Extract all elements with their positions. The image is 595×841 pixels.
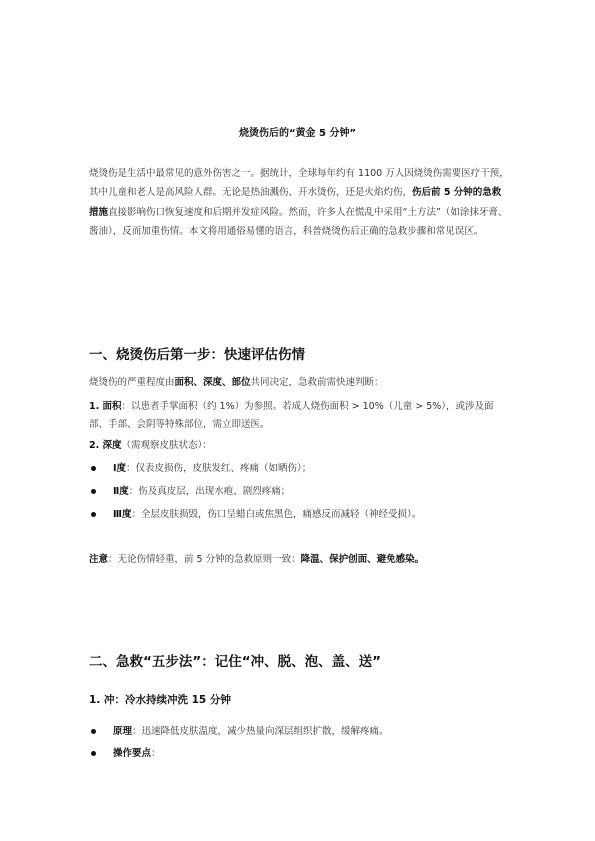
section1-note [89, 552, 509, 568]
bullet-label: 原理 [113, 726, 133, 737]
step1-heading: 1. 冲：冷水持续冲洗 15 分钟 [89, 694, 231, 706]
degree-label: Ⅰ度 [113, 463, 127, 474]
note-label: 注意 [89, 554, 109, 565]
intro-emphasis: 伤后前 5 分钟的急救措施 [89, 187, 502, 218]
lead-text-a: 烧烫伤的严重程度由 [89, 377, 175, 388]
intro-text-1: 烧烫伤是生活中最常见的意外伤害之一。据统计，全球每年约有 1100 万人因烧烫伤需要医疗干预，其中儿童和老人是高风险人群。无论是热油溅伤、开水烫伤，还是火焰灼伤， [89, 168, 509, 199]
bullet-dot-icon [91, 751, 96, 756]
item-area-text: ：以患者手掌面积（约 1%）为参照。若成人烧伤面积 > 10%（儿童 > 5%），或涉及面部、手部、会阴等特殊部位，需立即送医。 [89, 401, 494, 430]
item-depth [89, 438, 509, 454]
item-area-label: 1. 面积 [89, 401, 122, 412]
bullet-dot-icon [91, 489, 96, 494]
degree-label: Ⅲ度 [113, 509, 132, 520]
degree-text: ：伤及真皮层，出现水疱、剧烈疼痛； [128, 486, 291, 497]
item-area [89, 398, 509, 433]
intro-text-2: 直接影响伤口恢复速度和后期并发症风险。然而，许多人在慌乱中采用“土方法”（如涂抹牙膏、酱油），反而加重伤情。本文将用通俗易懂的语言，科普烧烫伤后正确的急救步骤和常见误区。 [89, 206, 508, 237]
lead-emphasis: 面积、深度、部位 [174, 377, 251, 388]
item-depth-text: （需观察皮肤状态）： [121, 440, 212, 451]
lead-text-c: 共同决定，急救前需快速判断： [250, 377, 384, 388]
section1-heading: 一、烧烫伤后第一步：快速评估伤情 [89, 347, 305, 363]
note-text: ：无论伤情轻重，前 5 分钟的急救原则一致： [108, 554, 301, 565]
bullet-text: ： [151, 748, 161, 759]
section1-lead [89, 375, 509, 391]
intro-paragraph [89, 164, 509, 241]
degree-label: Ⅱ度 [113, 486, 129, 497]
note-emphasis: 降温、保护创面、避免感染。 [300, 554, 425, 565]
bullet-text: ：迅速降低皮肤温度，减少热量向深层组织扩散，缓解疼痛。 [132, 726, 389, 737]
bullet-dot-icon [91, 466, 96, 471]
degree-text: ：仅表皮损伤，皮肤发红、疼痛（如晒伤）； [126, 463, 312, 474]
bullet-label: 操作要点 [113, 748, 152, 759]
item-depth-label: 2. 深度 [89, 440, 122, 451]
document-title: 烧烫伤后的“黄金 5 分钟” [238, 128, 357, 139]
bullet-dot-icon [91, 512, 96, 517]
section2-heading: 二、急救“五步法”：记住“冲、脱、泡、盖、送” [89, 654, 381, 670]
bullet-dot-icon [91, 729, 96, 734]
degree-text: ：全层皮肤损毁，伤口呈蜡白或焦黑色，痛感反而减轻（神经受损）。 [131, 509, 422, 520]
